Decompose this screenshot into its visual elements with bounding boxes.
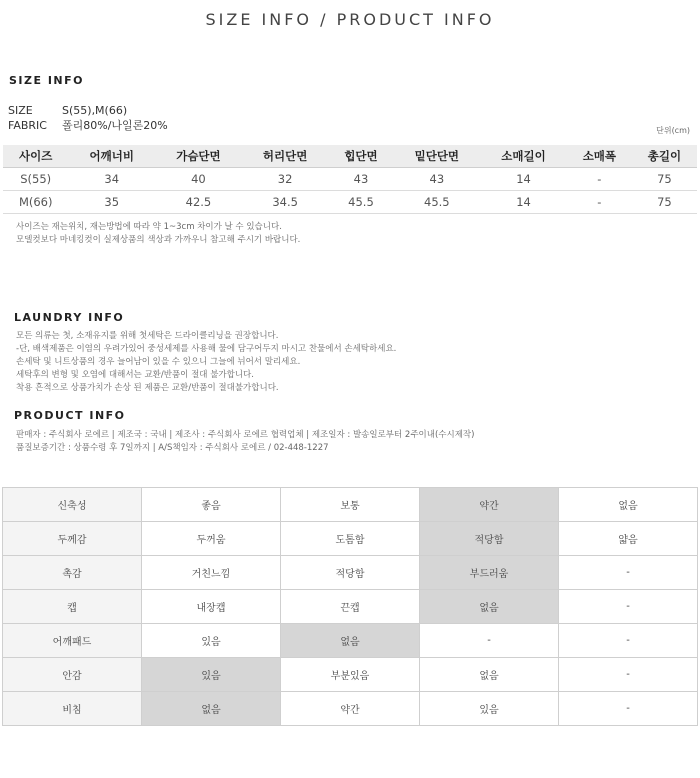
column-header: 가슴단면 xyxy=(155,145,242,168)
attribute-option: 적당함 xyxy=(281,556,420,590)
size-value: S(55),M(66) xyxy=(62,104,128,117)
attribute-label: 비침 xyxy=(3,692,142,726)
attribute-label: 촉감 xyxy=(3,556,142,590)
attribute-option-selected: 없음 xyxy=(142,692,281,726)
fabric-label: FABRIC xyxy=(8,119,47,132)
attribute-option: 없음 xyxy=(559,488,698,522)
unit-label: 단위(cm) xyxy=(656,126,690,135)
column-header: 소매폭 xyxy=(567,145,632,168)
fabric-value: 폴리80%/나일론20% xyxy=(62,119,168,132)
product-line: 판매자 : 주식회사 로에르 | 제조국 : 국내 | 제조사 : 주식회사 로에르 협력업체 | 제조일자 : 발송일로부터 2주이내(수시제작) xyxy=(16,430,475,440)
laundry-lines xyxy=(16,330,396,395)
attribute-option: 약간 xyxy=(281,692,420,726)
attribute-row xyxy=(3,488,698,522)
attribute-option: - xyxy=(559,556,698,590)
table-cell: 34.5 xyxy=(242,191,329,214)
attribute-option: 있음 xyxy=(420,692,559,726)
table-cell: M(66) xyxy=(3,191,68,214)
table-row xyxy=(3,168,697,191)
attribute-row xyxy=(3,624,698,658)
table-cell: 45.5 xyxy=(328,191,393,214)
column-header: 힙단면 xyxy=(328,145,393,168)
column-header: 소매길이 xyxy=(480,145,567,168)
table-cell: 42.5 xyxy=(155,191,242,214)
attribute-option-selected: 있음 xyxy=(142,658,281,692)
attribute-label: 신축성 xyxy=(3,488,142,522)
table-cell: S(55) xyxy=(3,168,68,191)
attribute-option: 두꺼움 xyxy=(142,522,281,556)
size-label: SIZE xyxy=(8,104,33,117)
attribute-row xyxy=(3,658,698,692)
attribute-option-selected: 약간 xyxy=(420,488,559,522)
table-cell: 35 xyxy=(68,191,155,214)
product-lines xyxy=(16,429,474,455)
table-cell: 43 xyxy=(393,168,480,191)
attribute-label: 어깨패드 xyxy=(3,624,142,658)
attribute-option: 좋음 xyxy=(142,488,281,522)
table-cell: 14 xyxy=(480,168,567,191)
attribute-option: 있음 xyxy=(142,624,281,658)
table-cell: - xyxy=(567,168,632,191)
attribute-option: - xyxy=(420,624,559,658)
attribute-option-selected: 없음 xyxy=(281,624,420,658)
column-header: 총길이 xyxy=(632,145,697,168)
laundry-line: 손세탁 및 니트상품의 경우 늘어남이 있을 수 있으니 그늘에 뉘어서 말리세요. xyxy=(16,357,301,367)
size-table xyxy=(3,145,697,214)
size-row xyxy=(8,104,127,117)
attribute-option-selected: 없음 xyxy=(420,590,559,624)
table-cell: 45.5 xyxy=(393,191,480,214)
attribute-label: 캡 xyxy=(3,590,142,624)
size-table-header xyxy=(3,145,697,168)
attribute-row xyxy=(3,522,698,556)
table-cell: 43 xyxy=(328,168,393,191)
table-row xyxy=(3,191,697,214)
attribute-table xyxy=(2,487,698,726)
attribute-option: 부분있음 xyxy=(281,658,420,692)
attribute-option: - xyxy=(559,658,698,692)
attribute-label: 안감 xyxy=(3,658,142,692)
column-header: 밑단단면 xyxy=(393,145,480,168)
table-cell: 34 xyxy=(68,168,155,191)
attribute-option: - xyxy=(559,590,698,624)
size-info-heading: SIZE INFO xyxy=(9,74,84,87)
product-line: 품질보증기간 : 상품수령 후 7일까지 | A/S책임자 : 주식회사 로에르 / 02-448-1227 xyxy=(16,443,329,453)
size-notes xyxy=(16,221,300,247)
attribute-label: 두께감 xyxy=(3,522,142,556)
laundry-info-heading: LAUNDRY INFO xyxy=(14,311,125,324)
table-cell: 75 xyxy=(632,168,697,191)
table-cell: 32 xyxy=(242,168,329,191)
product-info-heading: PRODUCT INFO xyxy=(14,409,126,422)
attribute-option: 없음 xyxy=(420,658,559,692)
attribute-row xyxy=(3,590,698,624)
attribute-option: - xyxy=(559,692,698,726)
attribute-option: 내장캡 xyxy=(142,590,281,624)
table-cell: 75 xyxy=(632,191,697,214)
attribute-option-selected: 적당함 xyxy=(420,522,559,556)
attribute-row xyxy=(3,692,698,726)
note-line: 모델컷보다 마네킹컷이 실제상품의 색상과 가까우니 참고해 주시기 바랍니다. xyxy=(16,235,301,245)
column-header: 사이즈 xyxy=(3,145,68,168)
table-cell: 14 xyxy=(480,191,567,214)
laundry-line: 착용 흔적으로 상품가치가 손상 된 제품은 교환/반품이 절대불가합니다. xyxy=(16,383,279,393)
attribute-option: 거친느낌 xyxy=(142,556,281,590)
attribute-option: 끈캡 xyxy=(281,590,420,624)
table-cell: 40 xyxy=(155,168,242,191)
attribute-option: - xyxy=(559,624,698,658)
attribute-option: 도톰함 xyxy=(281,522,420,556)
table-cell: - xyxy=(567,191,632,214)
page-title: SIZE INFO / PRODUCT INFO xyxy=(205,10,495,29)
attribute-option-selected: 부드러움 xyxy=(420,556,559,590)
laundry-line: 모든 의류는 첫, 소재유지를 위해 첫세탁은 드라이클리닝을 권장합니다. xyxy=(16,331,279,341)
attribute-option: 얇음 xyxy=(559,522,698,556)
attribute-option: 보통 xyxy=(281,488,420,522)
laundry-line: 세탁후의 변형 및 오염에 대해서는 교환/반품이 절대 불가합니다. xyxy=(16,370,254,380)
laundry-line: -단, 배색제품은 이염의 우려가있어 중성세제를 사용해 물에 담구어두지 마시고 찬물에서 손세탁하세요. xyxy=(16,344,397,354)
attribute-row xyxy=(3,556,698,590)
note-line: 사이즈는 재는위치, 재는방법에 따라 약 1~3cm 차이가 날 수 있습니다. xyxy=(16,222,282,232)
column-header: 어깨너비 xyxy=(68,145,155,168)
column-header: 허리단면 xyxy=(242,145,329,168)
fabric-row xyxy=(8,117,168,133)
